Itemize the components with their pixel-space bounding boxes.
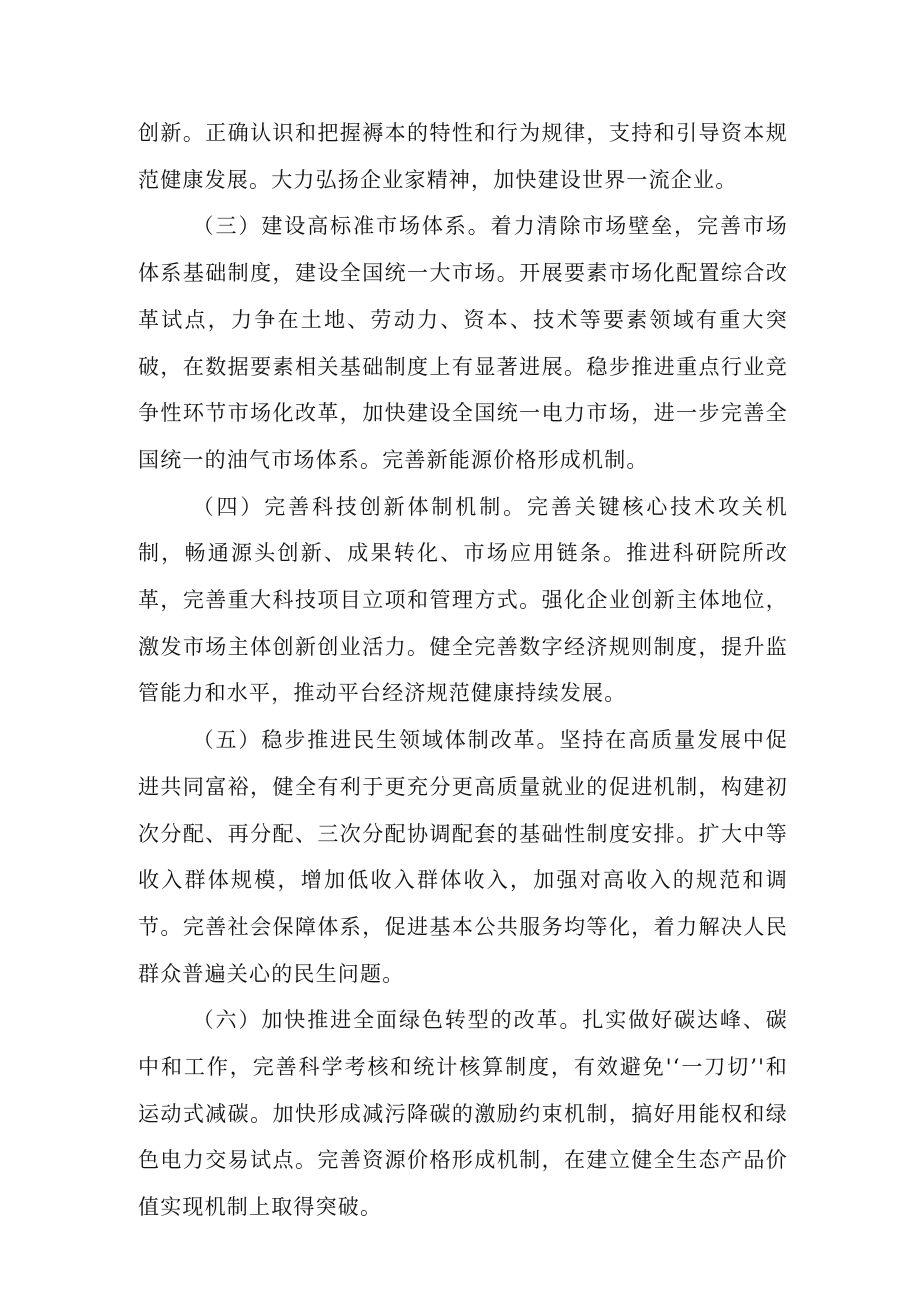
paragraph-continuation: 创新。正确认识和把握褥本的特性和行为规律，支持和引导资本规范健康发展。大力弘扬企业家精神，加快建设世界一流企业。 (138, 121, 788, 192)
document-body (138, 110, 788, 1231)
paragraph-section-6: （六）加快推进全面绿色转型的改革。扎实做好碳达峰、碳中和工作，完善科学考核和统计核算制度，有效避免'‘一刀切’'和运动式减碳。加快形成减污降碳的激励约束机制，搞好用能权和绿色电力交易试点。完善资源价格形成机制，在建立健全生态产品价值实现机制上取得突破。 (138, 1008, 788, 1220)
paragraph-section-3: （三）建设高标准市场体系。着力清除市场壁垒，完善市场体系基础制度，建设全国统一大市场。开展要素市场化配置综合改革试点，力争在土地、劳动力、资本、技术等要素领域有重大突破，在数据要素相关基础制度上有显著进展。稳步推进重点行业竞争性环节市场化改革，加快建设全国统一电力市场，进一步完善全国统一的油气市场体系。完善新能源价格形成机制。 (138, 214, 788, 472)
paragraph-section-4: （四）完善科技创新体制机制。完善关键核心技术攻关机制，畅通源头创新、成果转化、市场应用链条。推进科研院所改革，完善重大科技项目立项和管理方式。强化企业创新主体地位，激发市场主体创新创业活力。健全完善数字经济规则制度，提升监管能力和水平，推动平台经济规范健康持续发展。 (138, 494, 788, 706)
paragraph-section-5: （五）稳步推进民生领域体制改革。坚持在高质量发展中促进共同富裕，健全有利于更充分更高质量就业的促进机制，构建初次分配、再分配、三次分配协调配套的基础性制度安排。扩大中等收入群体规模，增加低收入群体收入，加强对高收入的规范和调节。完善社会保障体系，促进基本公共服务均等化，着力解决人民群众普遍关心的民生问题。 (138, 728, 788, 986)
